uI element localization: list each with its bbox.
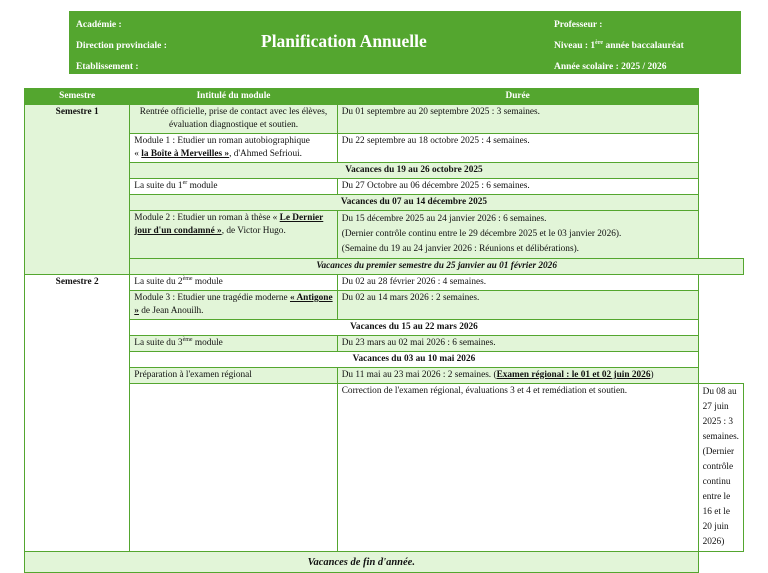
vacances-cell: Vacances du 19 au 26 octobre 2025 — [130, 163, 698, 179]
book-title: Le Dernier jour d'un condamné » — [134, 213, 324, 236]
niveau-label: Niveau : 1ère année baccalauréat — [554, 39, 684, 51]
duree-cell: Du 08 au 27 juin 2025 : 3 semaines. (Dernier contrôle continu entre le 16 et le 20 juin 2026) — [698, 384, 743, 552]
book-title: « Antigone » — [134, 293, 333, 316]
duree-cell: Du 27 Octobre au 06 décembre 2025 : 6 semaines. — [337, 179, 698, 195]
duree-cell: Du 02 au 14 mars 2026 : 2 semaines. — [337, 291, 698, 320]
vacances-fin-cell: Vacances de fin d'année. — [25, 552, 699, 573]
table-row — [25, 134, 744, 163]
table-row — [25, 384, 744, 552]
etablissement-label: Etablissement : — [76, 62, 139, 72]
module-cell: Module 2 : Etudier un roman à thèse « Le Dernier jour d'un condamné », de Victor Hugo. — [130, 211, 337, 259]
page-title: Planification Annuelle — [261, 31, 427, 51]
module-cell: Correction de l'examen régional, évaluations 3 et 4 et remédiation et soutien. — [337, 384, 698, 552]
planning-table — [24, 88, 744, 573]
vacances-cell: Vacances du 07 au 14 décembre 2025 — [130, 195, 698, 211]
module-cell: Préparation à l'examen régional — [130, 368, 337, 384]
book-title: la Boîte à Merveilles » — [141, 149, 230, 159]
vacances-cell: Vacances du 15 au 22 mars 2026 — [130, 320, 698, 336]
vacances-row — [25, 195, 744, 211]
vacances-cell: Vacances du 03 au 10 mai 2026 — [130, 352, 698, 368]
duree-cell: Du 02 au 28 février 2026 : 4 semaines. — [337, 275, 698, 291]
vacances-row — [25, 320, 744, 336]
col-header-duree: Durée — [337, 89, 698, 105]
module-cell: La suite du 1er module — [130, 179, 337, 195]
duree-cell: Du 01 septembre au 20 septembre 2025 : 3 semaines. — [337, 105, 698, 134]
annee-label: Année scolaire : 2025 / 2026 — [554, 62, 667, 72]
table-row — [25, 275, 744, 291]
header-left — [76, 15, 167, 78]
module-cell: La suite du 3ème module — [130, 336, 337, 352]
vacances-fin-row — [25, 552, 744, 573]
table-row — [25, 336, 744, 352]
vacances-row — [25, 163, 744, 179]
module-cell: Module 3 : Etudier une tragédie moderne « Antigone » de Jean Anouilh. — [130, 291, 337, 320]
duree-cell: Du 15 décembre 2025 au 24 janvier 2026 : 6 semaines. (Dernier contrôle continu entre le 29 décembre 2025 et le 03 janvier 2026). (Semaine du 19 au 24 janvier 2026 : Réunions et délibérations). — [337, 211, 698, 259]
semestre-empty-cell — [130, 384, 337, 552]
vacances-semestre-cell: Vacances du premier semestre du 25 janvier au 01 février 2026 — [130, 259, 744, 275]
vacances-row — [25, 352, 744, 368]
duree-cell: Du 11 mai au 23 mai 2026 : 2 semaines. (Examen régional : le 01 et 02 juin 2026) — [337, 368, 698, 384]
duree-cell: Du 22 septembre au 18 octobre 2025 : 4 semaines. — [337, 134, 698, 163]
professeur-label: Professeur : — [554, 20, 603, 30]
vacances-semestre-row — [25, 259, 744, 275]
header-right — [554, 15, 684, 78]
semestre-1-cell: Semestre 1 — [25, 105, 130, 275]
col-header-semestre: Semestre — [25, 89, 130, 105]
table-row — [25, 211, 744, 259]
col-header-module: Intitulé du module — [130, 89, 337, 105]
module-cell: Module 1 : Etudier un roman autobiographique « la Boîte à Merveilles », d'Ahmed Sefrioui. — [130, 134, 337, 163]
exam-date: Examen régional : le 01 et 02 juin 2026 — [496, 370, 651, 380]
semestre-2-cell: Semestre 2 — [25, 275, 130, 552]
module-cell: La suite du 2ème module — [130, 275, 337, 291]
table-row — [25, 368, 744, 384]
direction-label: Direction provinciale : — [76, 41, 167, 51]
academie-label: Académie : — [76, 20, 122, 30]
duree-cell: Du 23 mars au 02 mai 2026 : 6 semaines. — [337, 336, 698, 352]
table-row — [25, 291, 744, 320]
table-header-row — [25, 89, 744, 105]
table-row — [25, 179, 744, 195]
table-row — [25, 105, 744, 134]
module-cell: Rentrée officielle, prise de contact avec les élèves, évaluation diagnostique et soutien. — [130, 105, 337, 134]
header-banner — [69, 11, 741, 74]
